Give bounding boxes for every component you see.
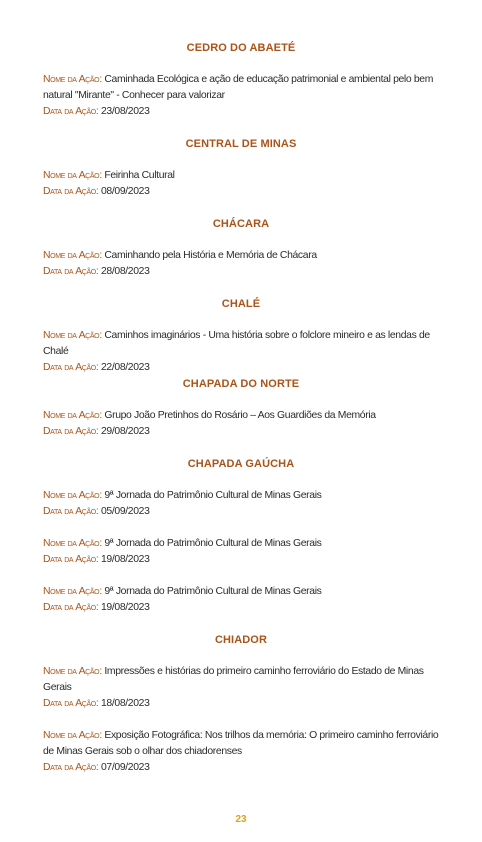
- action-name: Caminhando pela História e Memória de Chácara: [104, 250, 317, 261]
- section-chapada-do-norte: [0, 376, 482, 456]
- action-name: Exposição Fotográfica: Nos trilhos da memória: O primeiro caminho ferroviário de Minas Gerais sob o olhar dos chiadorenses: [43, 730, 439, 757]
- action-name: Caminhada Ecológica e ação de educação patrimonial e ambiental pelo bem natural "Mirante" - Conhecer para valorizar: [43, 74, 434, 101]
- action-date: 22/08/2023: [101, 362, 150, 373]
- action-name: Caminhos imaginários - Uma história sobre o folclore mineiro e as lendas de Chalé: [43, 330, 430, 357]
- action-date-label: Data da Ação:: [43, 106, 99, 117]
- action-date: 05/09/2023: [101, 506, 150, 517]
- action-name-label: Nome da Ação:: [43, 74, 102, 85]
- city-heading: CHIADOR: [214, 634, 268, 646]
- action-name: Feirinha Cultural: [104, 170, 175, 181]
- action-name-label: Nome da Ação:: [43, 410, 102, 421]
- action-date-label: Data da Ação:: [43, 506, 99, 517]
- action-entry: [0, 72, 482, 120]
- section-chapada-gaucha: [0, 456, 482, 632]
- action-date: 19/08/2023: [101, 554, 150, 565]
- action-date-label: Data da Ação:: [43, 266, 99, 277]
- city-heading: CHAPADA GAÚCHA: [187, 458, 295, 470]
- action-date: 19/08/2023: [101, 602, 150, 613]
- action-entry: [0, 584, 482, 616]
- action-name: Impressões e histórias do primeiro caminho ferroviário do Estado de Minas Gerais: [43, 666, 424, 693]
- action-date-label: Data da Ação:: [43, 426, 99, 437]
- action-date: 08/09/2023: [101, 186, 150, 197]
- action-date: 18/08/2023: [101, 698, 150, 709]
- action-entry: [0, 248, 482, 280]
- city-heading: CEDRO DO ABAETÉ: [186, 42, 296, 54]
- action-name-label: Nome da Ação:: [43, 730, 102, 741]
- action-entry: [0, 328, 482, 376]
- action-date-label: Data da Ação:: [43, 362, 99, 373]
- action-entry: [0, 536, 482, 568]
- action-entry: [0, 168, 482, 200]
- action-name-label: Nome da Ação:: [43, 538, 102, 549]
- section-cedro-do-abaete: [0, 40, 482, 136]
- section-central-de-minas: [0, 136, 482, 216]
- action-date: 07/09/2023: [101, 762, 150, 773]
- action-date: 28/08/2023: [101, 266, 150, 277]
- action-date-label: Data da Ação:: [43, 762, 99, 773]
- action-name: 9ª Jornada do Patrimônio Cultural de Minas Gerais: [104, 490, 322, 501]
- action-date: 23/08/2023: [101, 106, 150, 117]
- action-date-label: Data da Ação:: [43, 602, 99, 613]
- action-date-label: Data da Ação:: [43, 554, 99, 565]
- city-heading: CHAPADA DO NORTE: [182, 378, 300, 390]
- action-date-label: Data da Ação:: [43, 698, 99, 709]
- action-date-label: Data da Ação:: [43, 186, 99, 197]
- page-number: 23: [235, 814, 247, 825]
- action-name-label: Nome da Ação:: [43, 250, 102, 261]
- city-heading: CENTRAL DE MINAS: [185, 138, 297, 150]
- action-name-label: Nome da Ação:: [43, 330, 102, 341]
- city-heading: CHALÉ: [221, 298, 261, 310]
- action-entry: [0, 664, 482, 712]
- action-name-label: Nome da Ação:: [43, 666, 102, 677]
- action-name: Grupo João Pretinhos do Rosário – Aos Guardiões da Memória: [104, 410, 376, 421]
- action-entry: [0, 408, 482, 440]
- action-date: 29/08/2023: [101, 426, 150, 437]
- city-heading: CHÁCARA: [212, 218, 270, 230]
- action-name-label: Nome da Ação:: [43, 170, 102, 181]
- action-entry: [0, 488, 482, 520]
- section-chiador: [0, 632, 482, 792]
- action-entry: [0, 728, 482, 776]
- action-name-label: Nome da Ação:: [43, 490, 102, 501]
- action-name: 9ª Jornada do Patrimônio Cultural de Minas Gerais: [104, 538, 322, 549]
- action-name-label: Nome da Ação:: [43, 586, 102, 597]
- action-name: 9ª Jornada do Patrimônio Cultural de Minas Gerais: [104, 586, 322, 597]
- section-chacara: [0, 216, 482, 296]
